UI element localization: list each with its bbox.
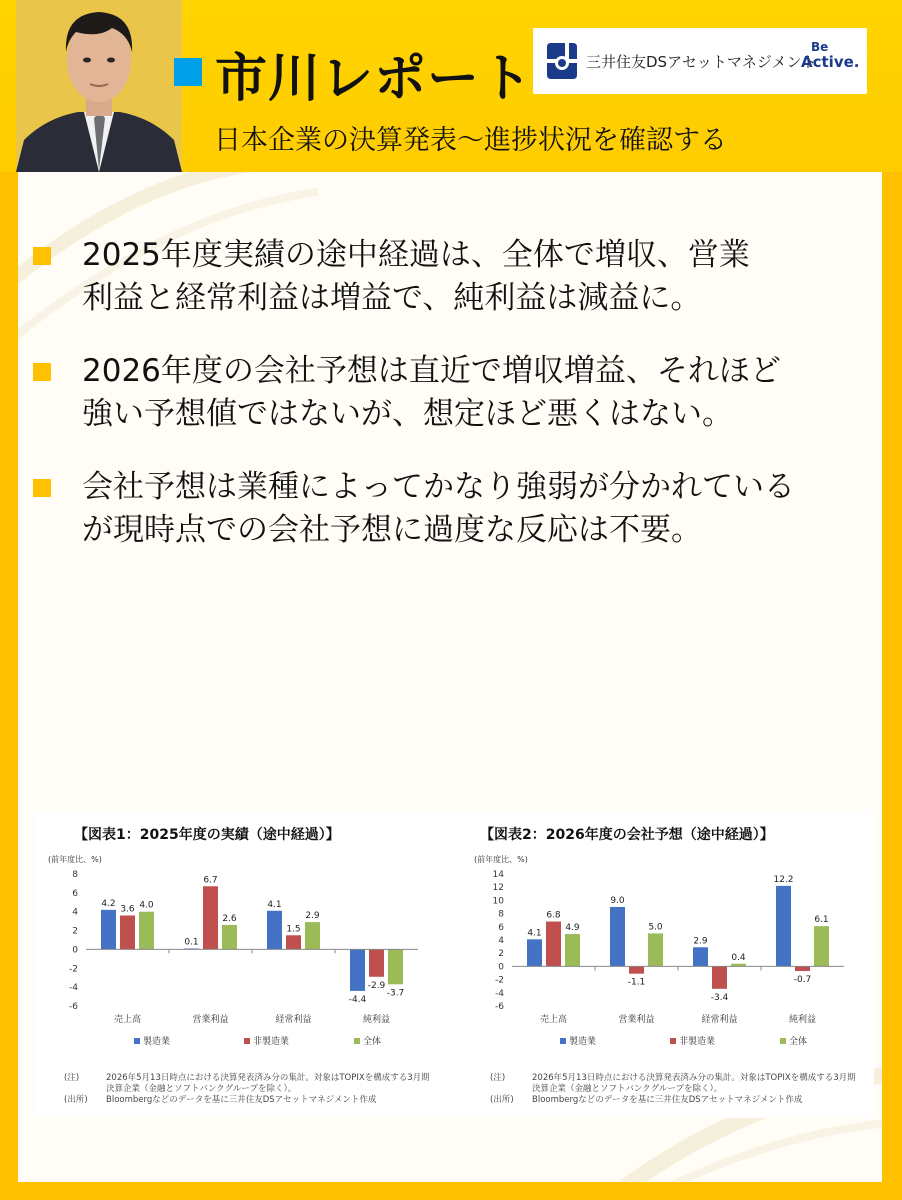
bar-非製造業 [546,922,561,967]
note-row [64,1084,444,1095]
legend-swatch [560,1038,566,1044]
data-label: -1.1 [627,977,646,988]
y-tick-label: 8 [72,870,78,880]
report-subtitle: 日本企業の決算発表～進捗状況を確認する [214,125,727,156]
logo-mark-icon [543,41,581,81]
bar-全体 [305,922,320,949]
chart-1-plot [38,848,438,1068]
data-label: 5.0 [648,922,663,933]
key-points [18,234,882,582]
data-label: 0.1 [184,937,199,948]
bar-製造業 [693,947,708,966]
y-tick-label: -6 [69,1002,78,1012]
bullet-square-icon [33,479,51,497]
y-tick-label: -2 [69,964,78,975]
data-label: -3.4 [710,992,729,1003]
key-point-1 [18,234,882,320]
bar-全体 [388,949,403,984]
chart-2-title: 【図表2：2026年度の会社予想（途中経過）】 [480,827,774,843]
data-label: 6.1 [814,915,829,926]
legend-label: 非製造業 [253,1037,290,1047]
y-tick-label: 6 [498,922,504,933]
key-point-2-line-2: 強い予想値ではないが、想定ほど悪くはない。 [82,396,733,432]
data-label: 4.1 [267,899,282,910]
note-text: 2026年5月13日時点における決算発表済み分の集計。対象はTOPIXを構成する3月期 [532,1073,856,1083]
data-label: -3.7 [386,988,405,999]
legend-label: 製造業 [143,1037,171,1047]
legend-swatch [780,1038,786,1044]
chart-1-notes [64,1073,444,1106]
data-label: 4.9 [565,923,580,934]
legend-swatch [354,1038,360,1044]
logo-tagline-be: Be [811,40,829,54]
bullet-square-icon [33,247,51,265]
note-key: (出所) [64,1095,88,1105]
key-point-3 [18,466,882,552]
bar-製造業 [610,907,625,966]
presenter-photo [16,0,182,172]
bar-非製造業 [286,935,301,949]
key-point-3-line-2: が現時点での会社予想に過度な反応は不要。 [82,512,702,548]
key-point-2-line-1: 2026年度の会社予想は直近で増収増益、それほど [82,353,781,389]
bar-非製造業 [795,966,810,971]
title-square-icon [174,58,202,86]
y-axis-label: (前年度比、%) [474,855,528,864]
y-tick-label: -2 [495,975,504,986]
y-tick-label: 4 [72,907,78,918]
note-row [490,1073,870,1084]
data-label: 0.4 [731,952,746,963]
legend-swatch [670,1038,676,1044]
y-tick-label: 2 [72,926,78,937]
legend-label: 製造業 [569,1037,597,1047]
logo-company-name: 三井住友DSアセットマネジメント [586,53,817,71]
x-tick-label: 経常利益 [701,1015,738,1025]
data-label: 4.0 [139,900,154,911]
note-text: Bloombergなどのデータを基に三井住友DSアセットマネジメント作成 [106,1095,377,1105]
bar-非製造業 [629,966,644,973]
y-tick-label: 4 [498,936,504,946]
bar-全体 [139,912,154,950]
y-tick-label: 10 [492,896,504,907]
y-tick-label: 6 [72,888,78,899]
data-label: 6.7 [203,875,218,886]
data-label: 1.5 [286,924,301,935]
bar-製造業 [527,939,542,966]
y-tick-label: 14 [492,870,504,880]
data-label: -4.4 [348,994,367,1005]
y-axis-label: (前年度比、%) [48,855,102,864]
bar-全体 [648,933,663,966]
header [0,0,902,172]
data-label: 2.9 [305,911,320,922]
report-title: 市川レポート [215,49,534,109]
bar-全体 [814,926,829,966]
y-tick-label: -4 [495,988,504,999]
data-label: 2.9 [693,936,708,947]
x-tick-label: 純利益 [788,1015,817,1025]
note-row [490,1095,870,1106]
chart-2-notes [490,1073,870,1106]
bar-全体 [222,925,237,950]
legend-label: 全体 [363,1037,382,1047]
bar-非製造業 [120,915,135,949]
data-label: 12.2 [773,874,794,885]
bar-全体 [565,934,580,966]
y-tick-label: 0 [72,945,78,956]
y-tick-label: 8 [498,909,504,920]
legend-swatch [244,1038,250,1044]
chart-panel [34,810,874,1118]
x-tick-label: 売上高 [113,1015,142,1025]
y-tick-label: -6 [495,1002,504,1012]
logo-tagline-active: Active. [801,53,860,71]
x-tick-label: 営業利益 [618,1015,655,1025]
note-key [490,1084,532,1095]
note-key: (出所) [490,1095,514,1105]
data-label: 6.8 [546,910,561,921]
bar-製造業 [101,910,116,950]
key-point-3-line-1: 会社予想は業種によってかなり強弱が分かれている [82,469,795,505]
note-row [64,1073,444,1084]
data-label: -0.7 [793,975,812,986]
key-point-2 [18,350,882,436]
x-tick-label: 経常利益 [275,1015,312,1025]
note-key [64,1084,106,1095]
chart-2-plot [464,848,864,1068]
y-tick-label: 2 [498,949,504,960]
bar-製造業 [267,911,282,950]
logo-tagline [801,40,859,70]
y-tick-label: 0 [498,962,504,973]
note-row [490,1084,870,1095]
data-label: 4.1 [527,928,542,939]
bullet-square-icon [33,363,51,381]
legend-label: 全体 [789,1037,808,1047]
note-text: Bloombergなどのデータを基に三井住友DSアセットマネジメント作成 [532,1095,803,1105]
note-text: 決算企業（金融とソフトバンクグループを除く）。 [532,1084,723,1094]
bar-非製造業 [203,886,218,949]
note-key: (注) [490,1073,506,1083]
company-logo [533,28,867,94]
bar-製造業 [350,949,365,990]
x-tick-label: 純利益 [362,1015,391,1025]
bar-製造業 [776,886,791,967]
note-text: 2026年5月13日時点における決算発表済み分の集計。対象はTOPIXを構成する3月期 [106,1073,430,1083]
key-point-1-line-2: 利益と経常利益は増益で、純利益は減益に。 [82,280,702,316]
data-label: 2.6 [222,913,237,924]
chart-1-title: 【図表1：2025年度の実績（途中経過）】 [74,827,340,843]
data-label: 3.6 [120,904,135,915]
key-point-1-line-1: 2025年度実績の途中経過は、全体で増収、営業 [82,237,750,273]
x-tick-label: 売上高 [539,1015,568,1025]
note-key: (注) [64,1073,80,1083]
data-label: 9.0 [610,896,625,906]
data-label: -2.9 [367,980,386,991]
legend-swatch [134,1038,140,1044]
note-row [64,1095,444,1106]
data-label: 4.2 [101,898,116,909]
y-tick-label: 12 [492,883,504,894]
x-tick-label: 営業利益 [192,1015,229,1025]
y-tick-label: -4 [69,983,78,994]
legend-label: 非製造業 [679,1037,716,1047]
note-text: 決算企業（金融とソフトバンクグループを除く）。 [106,1084,297,1094]
content-panel [18,172,882,1182]
bar-非製造業 [712,966,727,988]
bar-非製造業 [369,949,384,976]
